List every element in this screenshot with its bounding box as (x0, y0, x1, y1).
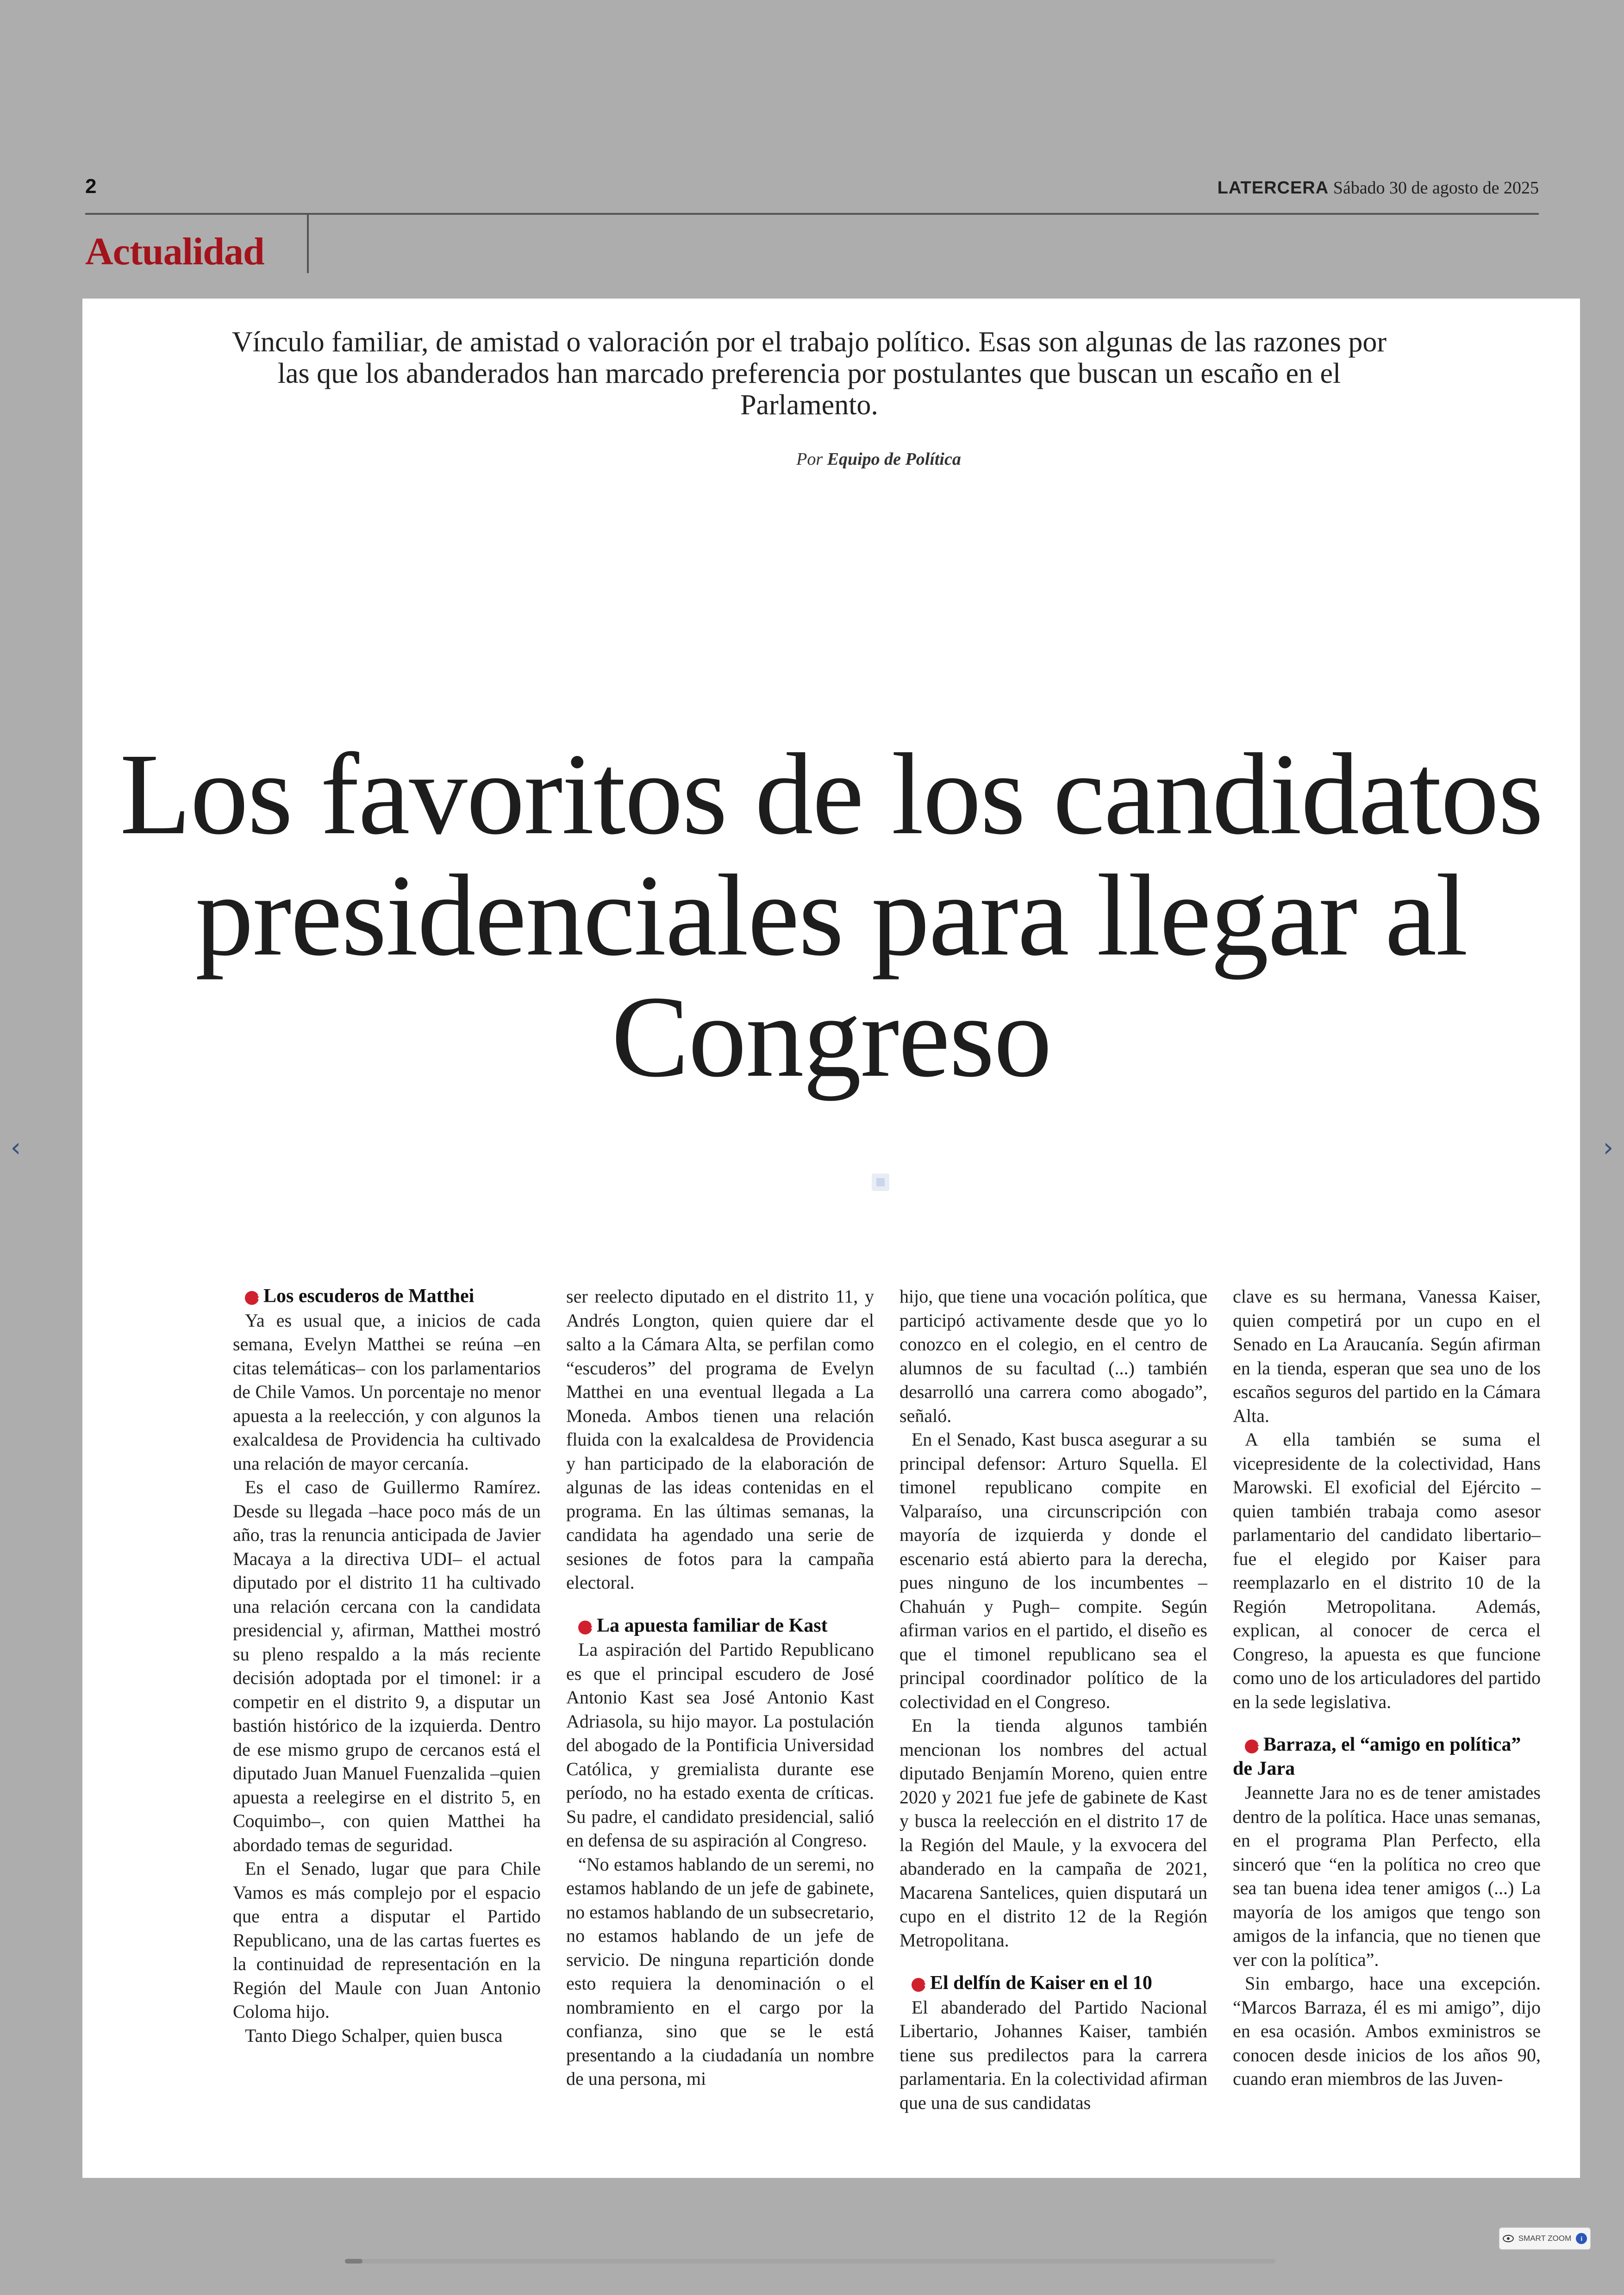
section-title: Actualidad (85, 230, 264, 273)
paragraph: En el Senado, Kast busca asegurar a su principal defensor: Arturo Squella. El timonel republicano compite en Valparaíso, una circunscripción con mayoría de izquierda y donde el escenario está abierto para la derecha, pues ninguno de los incumbentes –Chahuán y Pugh– compite. Según afirman varios en el partido, el diseño es que el timonel republicano sea el principal coordinador político de la colectividad en el Congreso. (899, 1429, 1207, 1712)
image-placeholder-icon (872, 1173, 889, 1191)
subheading-text: La apuesta familiar de Kast (597, 1615, 828, 1636)
paragraph: hijo, que tiene una vocación política, que participó activamente desde que yo lo conozco en el colegio, en el centro de alumnos de su facultad (...) también desarrolló una carrera como abogado”, señaló. (899, 1286, 1207, 1426)
subheading (899, 1971, 1207, 1996)
subheading (566, 1614, 874, 1638)
scrollbar-thumb[interactable] (345, 2259, 362, 2264)
article-page (82, 299, 1580, 2178)
paragraph: ser reelecto diputado en el distrito 11, y Andrés Longton, quien quiere dar el salto a la Cámara Alta, se perfilan como “escuderos” del programa de Evelyn Matthei en una eventual llegada a La Moneda. Ambos tienen una relación fluida con la exalcaldesa de Providencia y han participado de la elaboración de algunas de las ideas contenidas en el programa. En las últimas semanas, la candidata ha agendado una serie de sesiones de fotos para la campaña electoral. (566, 1286, 874, 1593)
masthead (85, 171, 1539, 218)
paragraph: A ella también se suma el vicepresidente de la colectividad, Hans Marowski. El exoficial del Ejército –quien también trabaja como asesor parlamentario del candidato libertario– fue el elegido por Kaiser para reemplazarlo en el distrito 10 de la Región Metropolitana. Además, explican, al conocer de cerca el Congreso, la apuesta es que funcione como uno de los articuladores del partido en la sede legislativa. (1233, 1429, 1541, 1712)
paragraph: En la tienda algunos también mencionan los nombres del actual diputado Benjamín Moreno, quien entre 2020 y 2021 fue jefe de gabinete de Kast y busca la reelección en el distrito 17 de la Región del Maule, y la exvocera del abanderado en la campaña de 2021, Macarena Santelices, quien disputará un cupo en el distrito 12 de la Región Metropolitana. (899, 1715, 1207, 1951)
next-page-arrow-icon[interactable]: › (1603, 1133, 1614, 1163)
article-column (566, 1285, 874, 2173)
subheading-text: El delfín de Kaiser en el 10 (930, 1972, 1152, 1994)
star-icon: ✱ (1245, 1740, 1259, 1753)
article-column (899, 1285, 1207, 2173)
paragraph: “No estamos hablando de un seremi, no estamos hablando de un jefe de gabinete, no estamos hablando de un subsecretario, no estamos hablando de un jefe de servicio. De ninguna repartición donde esto requiera la denominación o el nombramiento en el cargo por la confianza, sino que se le está presentando a la ciudadanía un nombre de una persona, mi (566, 1853, 874, 2089)
article-column (1233, 1285, 1541, 2173)
subheading (1233, 1733, 1541, 1781)
paragraph: La aspiración del Partido Republicano es que el principal escudero de José Antonio Kast sea José Antonio Kast Adriasola, su hijo mayor. La postulación del abogado de la Pontificia Universidad Católica, y gremialista durante ese período, no ha estado exenta de críticas. Su padre, el candidato presidencial, salió en defensa de su aspiración al Congreso. (566, 1639, 874, 1851)
article-kicker: Vínculo familiar, de amistad o valoración por el trabajo político. Esas son algunas de las razones por las que los abanderados han marcado preferencia por postulantes que buscan un escaño en el Parlamento. (232, 326, 1387, 421)
paragraph: Es el caso de Guillermo Ramírez. Desde su llegada –hace poco más de un año, tras la renuncia anticipada de Javier Macaya a la directiva UDI– el actual diputado por el distrito 11 ha cultivado una relación cercana con la candidata presidencial y, afirman, Matthei mostró su pleno respaldo a la más reciente decisión adoptada por el timonel: ir a competir en el distrito 9, a disputar un bastión histórico de la izquierda. Dentro de ese mismo grupo de cercanos está el diputado Juan Manuel Fuenzalida –quien apuesta a reelegirse en el distrito 5, en Coquimbo–, con quien Matthei ha abordado temas de seguridad. (233, 1477, 541, 1855)
masthead-brand-date (1218, 178, 1539, 198)
brand-logo: LATERCERA (1217, 178, 1329, 198)
page-scrollbar[interactable] (345, 2259, 1275, 2264)
paragraph: Tanto Diego Schalper, quien busca (245, 2025, 503, 2046)
subheading-text: Los escuderos de Matthei (263, 1285, 475, 1307)
article-column (233, 1285, 541, 2173)
subheading-text: Barraza, el “amigo en política” de Jara (1233, 1734, 1521, 1779)
byline-prefix: Por (796, 449, 823, 469)
page-number: 2 (85, 175, 97, 198)
prev-page-arrow-icon[interactable]: ‹ (10, 1133, 21, 1163)
subheading (233, 1285, 541, 1309)
byline-author: Equipo de Política (827, 449, 961, 469)
paragraph: Jeannette Jara no es de tener amistades dentro de la política. Hace unas semanas, en el programa Plan Perfecto, ella sinceró que “en la política no creo que sea tan buena idea tener amigos (...) La mayoría de los amigos que tengo son amigos de la infancia, que no tienen que ver con la política”. (1233, 1782, 1541, 1970)
paragraph: Sin embargo, hace una excepción. “Marcos Barraza, él es mi amigo”, dijo en esa ocasión. Ambos exministros se conocen desde inicios de los años 90, cuando eran miembros de las Juven- (1233, 1973, 1541, 2089)
header-rule (85, 213, 1539, 215)
paragraph: El abanderado del Partido Nacional Libertario, Johannes Kaiser, también tiene sus predilectos para la carrera parlamentaria. En la colectividad afirman que una de sus candidatas (899, 1996, 1207, 2113)
eye-icon (1503, 2235, 1514, 2242)
issue-date: Sábado 30 de agosto de 2025 (1333, 178, 1539, 198)
info-icon[interactable]: i (1576, 2233, 1587, 2244)
paragraph: En el Senado, lugar que para Chile Vamos es más complejo por el espacio que entra a disputar el Partido Republicano, una de las cartas fuertes es la continuidad de representación en la Región del Maule con Juan Antonio Coloma hijo. (233, 1858, 541, 2022)
smart-zoom-button[interactable] (1499, 2227, 1591, 2250)
star-icon: ✱ (245, 1291, 259, 1305)
star-icon: ✱ (578, 1621, 592, 1634)
section-divider (307, 213, 309, 273)
article-body (233, 1285, 1541, 2173)
paragraph: Ya es usual que, a inicios de cada semana, Evelyn Matthei se reúna –en citas telemáticas– con los parlamentarios de Chile Vamos. Un porcentaje no menor apuesta a la reelección, y con algunos la exalcaldesa de Providencia ha cultivado una relación de mayor cercanía. (233, 1310, 541, 1474)
article-byline (226, 449, 1531, 469)
star-icon: ✱ (912, 1978, 925, 1992)
paragraph: clave es su hermana, Vanessa Kaiser, quien competirá por un cupo en el Senado en La Araucanía. Según afirman en la tienda, esperan que sea uno de los escaños seguros del partido en la Cámara Alta. (1233, 1286, 1541, 1426)
article-headline: Los favoritos de los candidatos presidenciales para llegar al Congreso (119, 729, 1543, 1101)
smart-zoom-label: SMART ZOOM (1518, 2234, 1572, 2243)
